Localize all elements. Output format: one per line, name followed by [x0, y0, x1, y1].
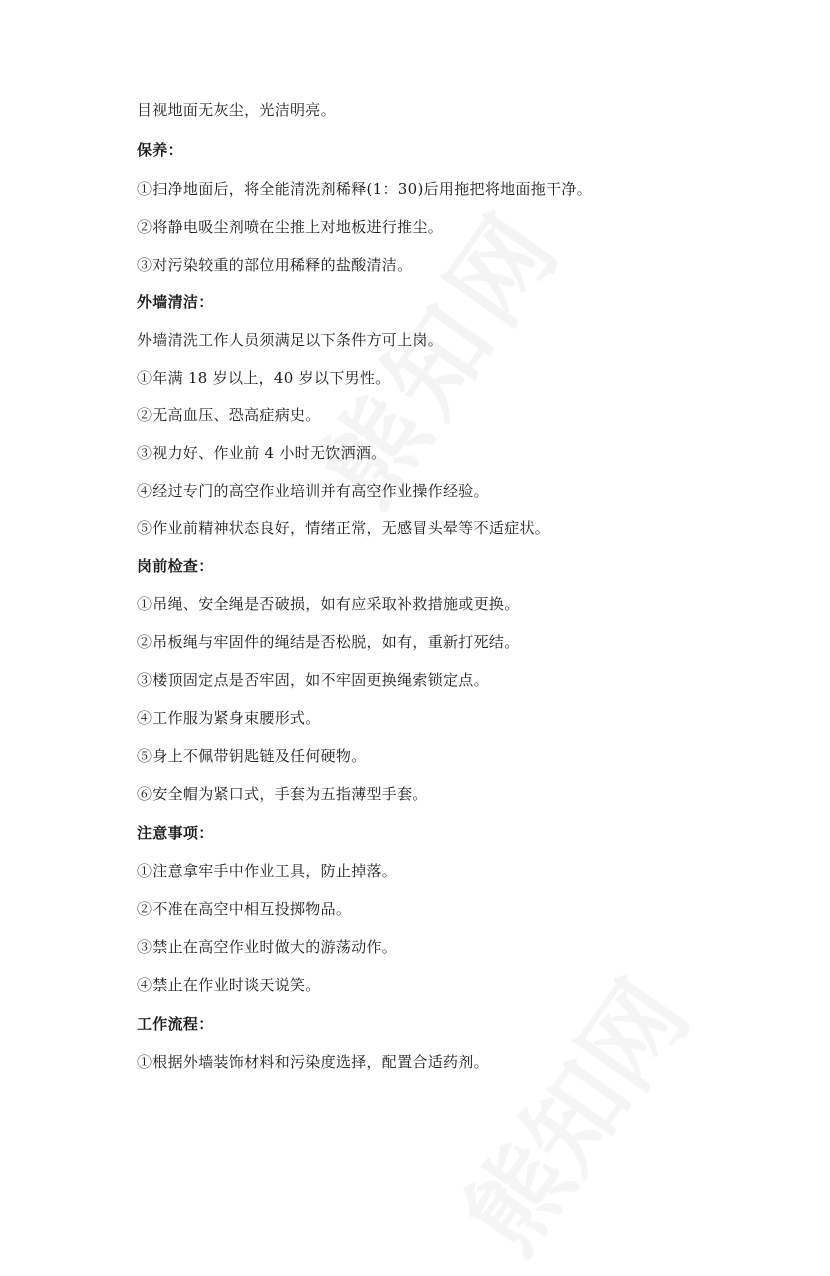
paragraph-line: ②将静电吸尘剂喷在尘推上对地板进行推尘。 — [137, 218, 444, 236]
paragraph-line: ④工作服为紧身束腰形式。 — [137, 709, 321, 727]
section-heading: 保养： — [137, 141, 183, 159]
paragraph-line: ③视力好、作业前 4 小时无饮洒酒。 — [137, 444, 387, 462]
section-heading: 外墙清洁： — [137, 293, 214, 311]
paragraph-line: ①根据外墙装饰材料和污染度选择，配置合适药剂。 — [137, 1053, 489, 1071]
paragraph-line: ②无高血压、恐高症病史。 — [137, 406, 321, 424]
paragraph-line: ①吊绳、安全绳是否破损，如有应采取补救措施或更换。 — [137, 595, 520, 613]
paragraph-line: 目视地面无灰尘，光洁明亮。 — [137, 101, 336, 119]
paragraph-line: ③对污染较重的部位用稀释的盐酸清洁。 — [137, 256, 413, 274]
section-heading: 工作流程： — [137, 1015, 214, 1033]
paragraph-line: ④经过专门的高空作业培训并有高空作业操作经验。 — [137, 482, 489, 500]
paragraph-line: ⑥安全帽为紧口式，手套为五指薄型手套。 — [137, 785, 428, 803]
paragraph-line: ②不准在高空中相互投掷物品。 — [137, 900, 352, 918]
paragraph-line: ①扫净地面后，将全能清洗剂稀释(1：30)后用拖把将地面拖干净。 — [137, 180, 592, 198]
paragraph-line: ③禁止在高空作业时做大的游荡动作。 — [137, 938, 398, 956]
watermark — [425, 948, 715, 1276]
paragraph-line: 外墙清洗工作人员须满足以下条件方可上岗。 — [137, 331, 444, 349]
paragraph-line: ①注意拿牢手中作业工具，防止掉落。 — [137, 862, 398, 880]
paragraph-line: ③楼顶固定点是否牢固，如不牢固更换绳索锁定点。 — [137, 671, 489, 689]
paragraph-line: ②吊板绳与牢固件的绳结是否松脱，如有，重新打死结。 — [137, 633, 520, 651]
paragraph-line: ④禁止在作业时谈天说笑。 — [137, 976, 321, 994]
section-heading: 注意事项： — [137, 824, 214, 842]
paragraph-line: ⑤身上不佩带钥匙链及任何硬物。 — [137, 747, 367, 765]
section-heading: 岗前检查： — [137, 557, 214, 575]
paragraph-line: ①年满 18 岁以上，40 岁以下男性。 — [137, 369, 391, 387]
paragraph-line: ⑤作业前精神状态良好，情绪正常，无感冒头晕等不适症状。 — [137, 519, 551, 537]
